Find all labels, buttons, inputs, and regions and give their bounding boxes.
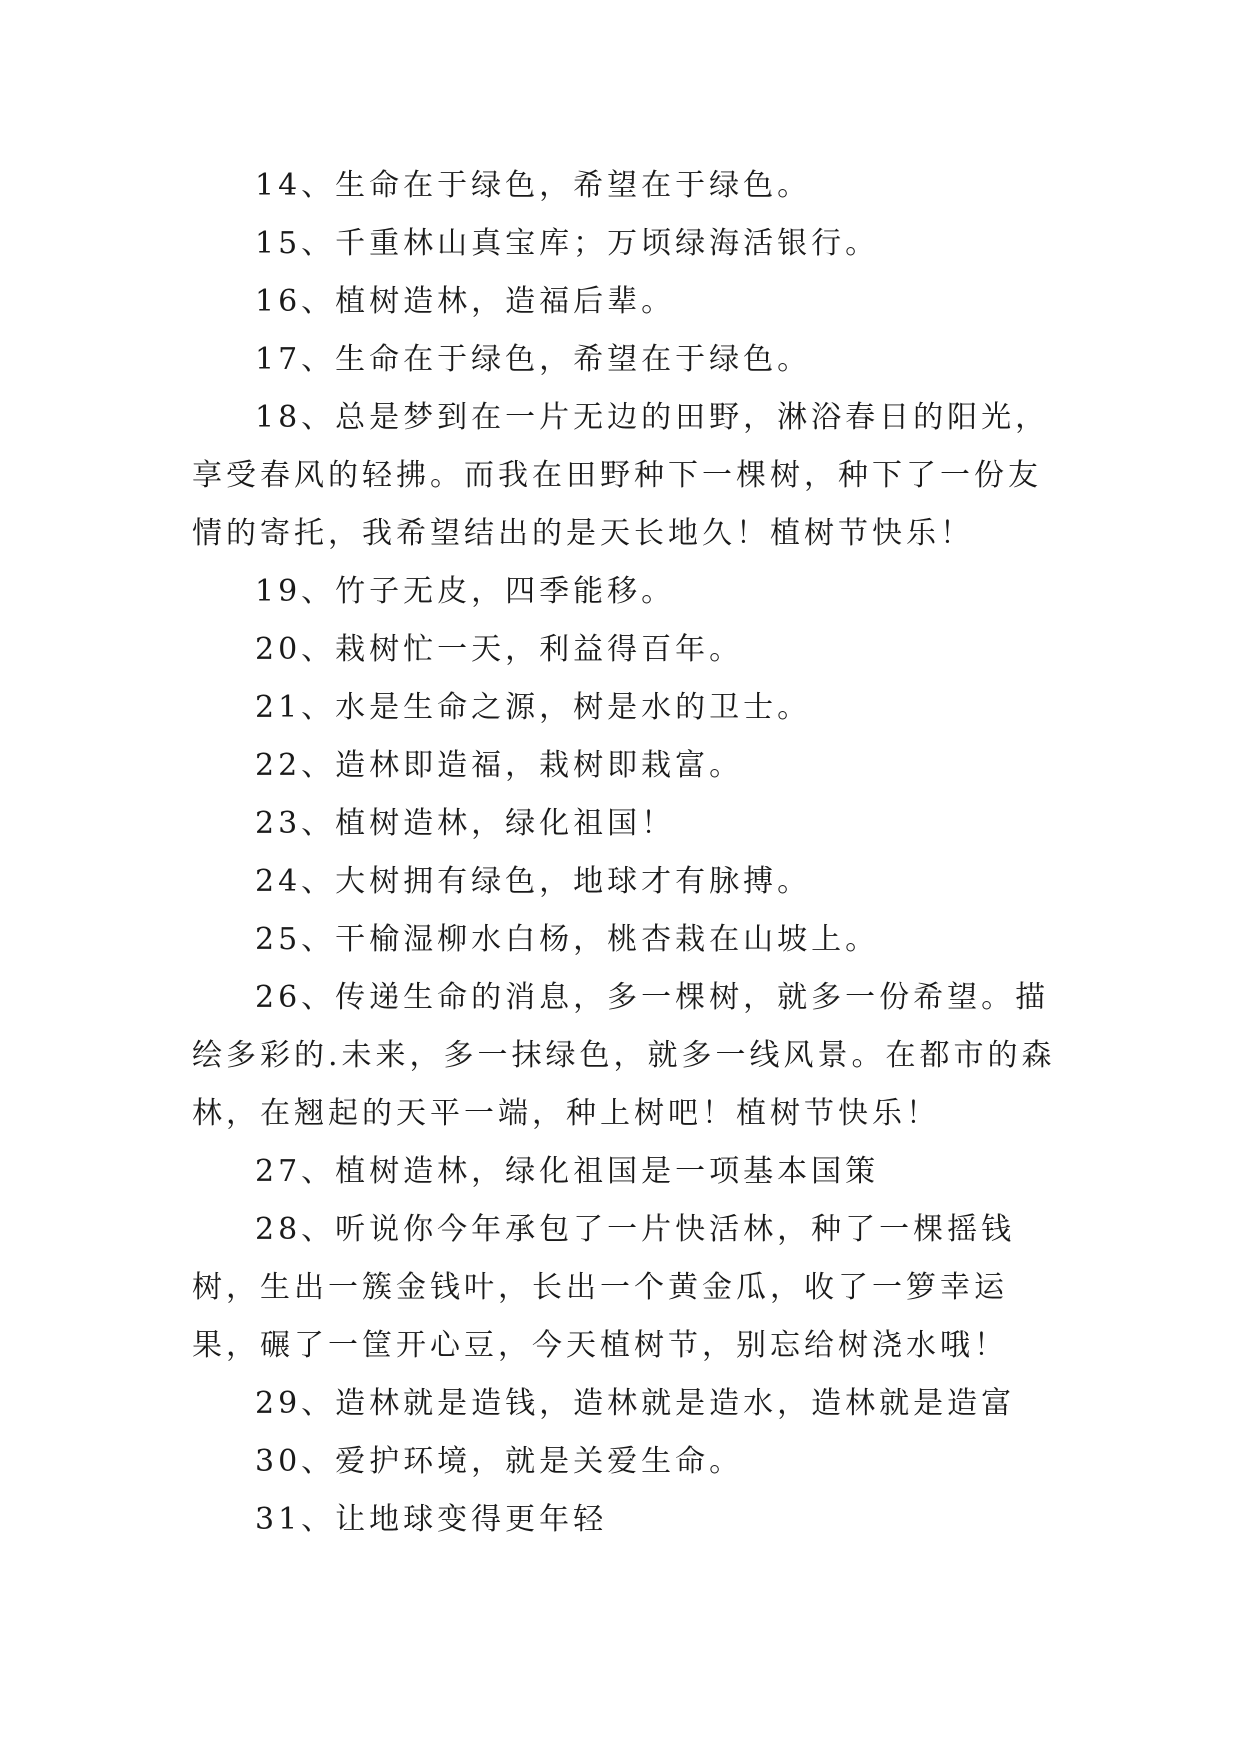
list-item: 25、干榆湿柳水白杨，桃杏栽在山坡上。 xyxy=(255,922,880,957)
list-item: 18、总是梦到在一片无边的田野，淋浴春日的阳光，享受春风的轻拂。而我在田野种下一棵树，种下了一份友情的寄托，我希望结出的是天长地久！植树节快乐！ xyxy=(192,400,1050,551)
list-item: 31、让地球变得更年轻 xyxy=(255,1502,608,1537)
list-item: 14、生命在于绿色，希望在于绿色。 xyxy=(255,168,812,203)
list-item: 30、爱护环境，就是关爱生命。 xyxy=(255,1444,744,1479)
list-item: 27、植树造林，绿化祖国是一项基本国策 xyxy=(255,1154,880,1189)
list-item: 23、植树造林，绿化祖国！ xyxy=(255,806,676,841)
list-item: 17、生命在于绿色，希望在于绿色。 xyxy=(255,342,812,377)
list-item: 21、水是生命之源，树是水的卫士。 xyxy=(255,690,812,725)
list-item: 24、大树拥有绿色，地球才有脉搏。 xyxy=(255,864,812,899)
list-item: 15、千重林山真宝库；万顷绿海活银行。 xyxy=(255,226,880,261)
list-item: 22、造林即造福，栽树即栽富。 xyxy=(255,748,744,783)
list-item: 16、植树造林，造福后辈。 xyxy=(255,284,676,319)
list-item: 28、听说你今年承包了一片快活林，种了一棵摇钱树，生出一簇金钱叶，长出一个黄金瓜，收了一箩幸运果，碾了一筐开心豆，今天植树节，别忘给树浇水哦！ xyxy=(192,1212,1016,1363)
list-item: 19、竹子无皮，四季能移。 xyxy=(255,574,676,609)
list-item: 29、造林就是造钱，造林就是造水，造林就是造富 xyxy=(255,1386,1016,1421)
list-item: 26、传递生命的消息，多一棵树，就多一份希望。描绘多彩的.未来，多一抹绿色，就多一线风景。在都市的森林，在翘起的天平一端，种上树吧！植树节快乐！ xyxy=(192,980,1056,1131)
document-body xyxy=(192,157,1072,1549)
list-item: 20、栽树忙一天，利益得百年。 xyxy=(255,632,744,667)
